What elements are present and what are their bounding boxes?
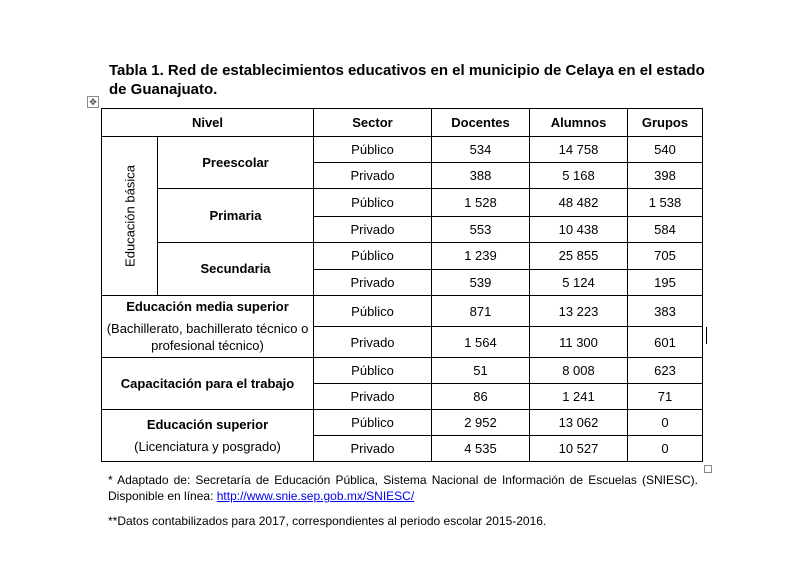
header-docentes: Docentes xyxy=(432,109,530,137)
cell-alumnos: 5 168 xyxy=(530,163,628,189)
cell-docentes: 871 xyxy=(432,296,530,327)
cell-docentes: 86 xyxy=(432,384,530,410)
cell-alumnos: 11 300 xyxy=(530,327,628,358)
cell-grupos: 540 xyxy=(628,137,703,163)
text-cursor xyxy=(706,327,707,344)
cell-sector: Público xyxy=(314,296,432,327)
cell-grupos: 195 xyxy=(628,270,703,296)
cell-grupos: 0 xyxy=(628,436,703,462)
cell-docentes: 388 xyxy=(432,163,530,189)
table-move-handle-icon[interactable]: ✥ xyxy=(87,96,99,108)
nivel-preescolar: Preescolar xyxy=(158,137,314,189)
header-nivel: Nivel xyxy=(102,109,314,137)
nivel-educacion-superior-label: Educación superior xyxy=(146,416,269,432)
nivel-educacion-superior-sub: (Licenciatura y posgrado) xyxy=(134,438,281,454)
cell-sector: Público xyxy=(314,410,432,436)
data-note: **Datos contabilizados para 2017, correspondientes al periodo escolar 2015-2016. xyxy=(108,514,547,528)
cell-docentes: 4 535 xyxy=(432,436,530,462)
cell-grupos: 623 xyxy=(628,358,703,384)
cell-docentes: 1 528 xyxy=(432,189,530,217)
cell-alumnos: 5 124 xyxy=(530,270,628,296)
cell-grupos: 383 xyxy=(628,296,703,327)
group-label-educacion-basica: Educación básica xyxy=(122,165,137,267)
table-row xyxy=(102,137,703,163)
cell-docentes: 1 564 xyxy=(432,327,530,358)
nivel-media-superior xyxy=(102,296,314,358)
cell-alumnos: 14 758 xyxy=(530,137,628,163)
header-grupos: Grupos xyxy=(628,109,703,137)
cell-alumnos: 8 008 xyxy=(530,358,628,384)
cell-sector: Público xyxy=(314,189,432,217)
cell-sector: Privado xyxy=(314,436,432,462)
table-row xyxy=(102,189,703,217)
cell-alumnos: 1 241 xyxy=(530,384,628,410)
education-table xyxy=(101,108,703,462)
cell-alumnos: 48 482 xyxy=(530,189,628,217)
cell-grupos: 584 xyxy=(628,216,703,242)
cell-sector: Privado xyxy=(314,384,432,410)
cell-grupos: 705 xyxy=(628,242,703,270)
cell-sector: Privado xyxy=(314,163,432,189)
cell-docentes: 1 239 xyxy=(432,242,530,270)
table-header-row xyxy=(102,109,703,137)
table-resize-handle-icon[interactable] xyxy=(704,465,712,473)
cell-docentes: 553 xyxy=(432,216,530,242)
nivel-secundaria: Secundaria xyxy=(158,242,314,296)
cell-sector: Público xyxy=(314,358,432,384)
cell-alumnos: 25 855 xyxy=(530,242,628,270)
cell-docentes: 539 xyxy=(432,270,530,296)
cell-grupos: 398 xyxy=(628,163,703,189)
cell-sector: Público xyxy=(314,242,432,270)
nivel-media-superior-label: Educación media superior xyxy=(126,299,289,314)
cell-grupos: 601 xyxy=(628,327,703,358)
cell-sector: Privado xyxy=(314,327,432,358)
source-note xyxy=(108,472,698,504)
cell-sector: Privado xyxy=(314,216,432,242)
cell-grupos: 71 xyxy=(628,384,703,410)
cell-docentes: 2 952 xyxy=(432,410,530,436)
cell-alumnos: 13 062 xyxy=(530,410,628,436)
cell-docentes: 534 xyxy=(432,137,530,163)
table-row xyxy=(102,410,703,436)
table-notes xyxy=(108,472,698,529)
cell-docentes: 51 xyxy=(432,358,530,384)
cell-sector: Público xyxy=(314,137,432,163)
header-alumnos: Alumnos xyxy=(530,109,628,137)
cell-grupos: 0 xyxy=(628,410,703,436)
nivel-capacitacion: Capacitación para el trabajo xyxy=(102,358,314,410)
cell-alumnos: 10 527 xyxy=(530,436,628,462)
group-educacion-basica xyxy=(102,137,158,296)
source-note-text: * Adaptado de: Secretaría de Educación Pública, Sistema Nacional de Información de Escuelas (SNIESC). Disponible en línea: xyxy=(108,473,698,503)
nivel-primaria: Primaria xyxy=(158,189,314,243)
cell-grupos: 1 538 xyxy=(628,189,703,217)
table-row xyxy=(102,242,703,270)
header-sector: Sector xyxy=(314,109,432,137)
table-title: Tabla 1. Red de establecimientos educativos en el municipio de Celaya en el estado de Guanajuato. xyxy=(109,62,705,98)
table-row xyxy=(102,296,703,327)
nivel-educacion-superior xyxy=(102,410,314,462)
cell-sector: Privado xyxy=(314,270,432,296)
source-link[interactable]: http://www.snie.sep.gob.mx/SNIESC/ xyxy=(216,489,415,503)
cell-alumnos: 10 438 xyxy=(530,216,628,242)
cell-alumnos: 13 223 xyxy=(530,296,628,327)
table-row xyxy=(102,358,703,384)
nivel-media-superior-sub: (Bachillerato, bachillerato técnico o profesional técnico) xyxy=(106,321,309,353)
